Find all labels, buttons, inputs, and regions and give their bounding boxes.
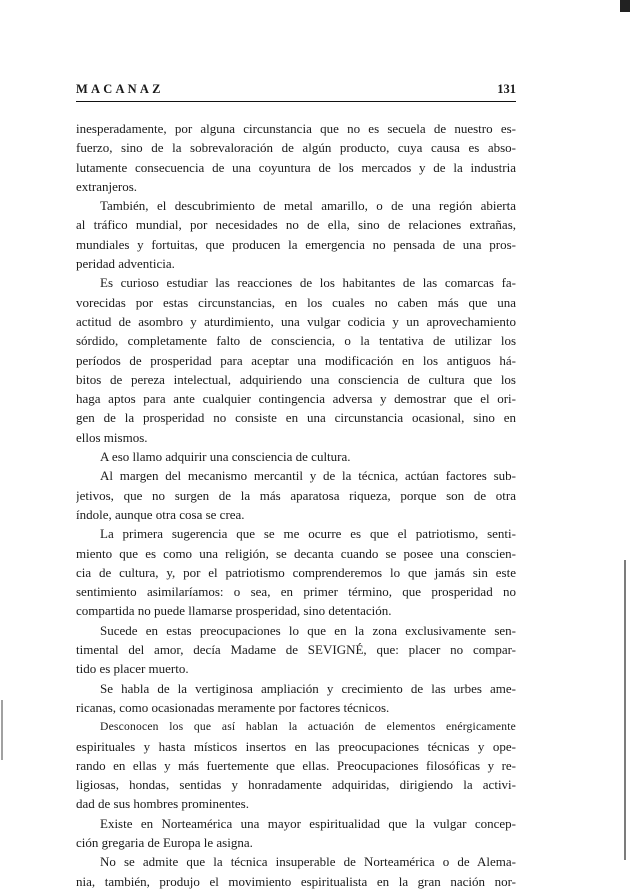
text-line: cia de cultura, y, por el patriotismo comprenderemos lo que jamás sin este	[76, 564, 516, 580]
text-line: Desconocen los que así hablan la actuación de elementos enérgicamente	[100, 720, 516, 734]
text-line: sentimiento asimilaríamos: o sea, en primer término, que prosperidad no	[76, 584, 516, 600]
page-header	[76, 82, 516, 102]
scan-corner-mark	[620, 0, 630, 12]
text-line: La primera sugerencia que se me ocurre es que el patriotismo, senti-	[100, 526, 516, 542]
text-line: gen de la prosperidad no consiste en una circunstancia ocasional, sino en	[76, 410, 516, 426]
text-line: También, el descubrimiento de metal amarillo, o de una región abierta	[100, 198, 516, 214]
text-line: rando en ellas y más fuertemente que ellas. Preocupaciones filosóficas y re-	[76, 757, 516, 773]
text-line: nia, también, produjo el movimiento espiritualista en la gran nación nor-	[76, 873, 516, 889]
text-line: timental del amor, decía Madame de SEVIGNÉ, que: placer no compar-	[76, 642, 516, 658]
text-line: Existe en Norteamérica una mayor espiritualidad que la vulgar concep-	[100, 815, 516, 831]
text-line: extranjeros.	[76, 178, 138, 194]
text-line: compartida no puede llamarse prosperidad, sino detentación.	[76, 603, 392, 619]
text-line: períodos de prosperidad para aceptar una modificación en los antiguos há-	[76, 352, 516, 368]
text-line: mundiales y fortuitas, que producen la emergencia no pensada de una pros-	[76, 236, 516, 252]
text-line: actitud de asombro y aturdimiento, una vulgar codicia y un aprovechamiento	[76, 313, 516, 329]
text-line: Al margen del mecanismo mercantil y de la técnica, actúan factores sub-	[100, 468, 516, 484]
text-line: Es curioso estudiar las reacciones de los habitantes de las comarcas fa-	[100, 275, 516, 291]
text-line: al tráfico mundial, por necesidades no de ella, sino de relaciones extrañas,	[76, 217, 516, 233]
text-line: índole, aunque otra cosa se crea.	[76, 506, 245, 522]
text-line: ción gregaria de Europa le asigna.	[76, 834, 253, 850]
text-line: Se habla de la vertiginosa ampliación y crecimiento de las urbes ame-	[100, 680, 516, 696]
text-line: inesperadamente, por alguna circunstancia que no es secuela de nuestro es-	[76, 121, 516, 136]
page-number: 131	[497, 82, 516, 96]
text-line: jetivos, que no surgen de la más aparatosa riqueza, porque son de otra	[76, 487, 516, 503]
text-line: miento que es como una religión, se decanta cuando se posee una conscien-	[76, 545, 516, 561]
text-line: fuerzo, sino de la sobrevaloración de algún producto, cuya causa es abso-	[76, 140, 516, 156]
scan-left-edge-mark	[1, 700, 3, 760]
scan-edge-mark	[624, 560, 626, 860]
text-line: haga aptos para ante cualquier contingencia adversa y demostrar que el ori-	[76, 391, 516, 407]
header-rule	[76, 101, 516, 102]
text-line: A eso llamo adquirir una consciencia de cultura.	[100, 449, 351, 465]
text-line: tido es placer muerto.	[76, 661, 189, 677]
text-line: sórdido, completamente falto de consciencia, o la tentativa de utilizar los	[76, 333, 516, 349]
text-line: bitos de pereza intelectual, adquiriendo una consciencia de cultura que los	[76, 371, 516, 387]
text-line: lutamente consecuencia de una coyuntura de los mercados y de la industria	[76, 159, 516, 175]
text-line: ligiosas, hondas, sentidas y honradamente adquiridas, dirigiendo la activi-	[76, 777, 516, 793]
text-line: ellos mismos.	[76, 429, 148, 445]
text-line: ricanas, como ocasionadas meramente por factores técnicos.	[76, 699, 390, 715]
text-line: dad de sus hombres prominentes.	[76, 796, 249, 812]
running-title: MACANAZ	[76, 82, 164, 96]
text-line: espirituales y hasta místicos insertos en las preocupaciones técnicas y ope-	[76, 738, 516, 754]
text-line: Sucede en estas preocupaciones lo que en la zona exclusivamente sen-	[100, 622, 516, 638]
body-text	[76, 119, 516, 891]
text-line: peridad adventicia.	[76, 256, 175, 272]
text-line: vorecidas por estas circunstancias, en los cuales no caben más que una	[76, 294, 516, 310]
text-line: No se admite que la técnica insuperable de Norteamérica o de Alema-	[100, 854, 516, 870]
